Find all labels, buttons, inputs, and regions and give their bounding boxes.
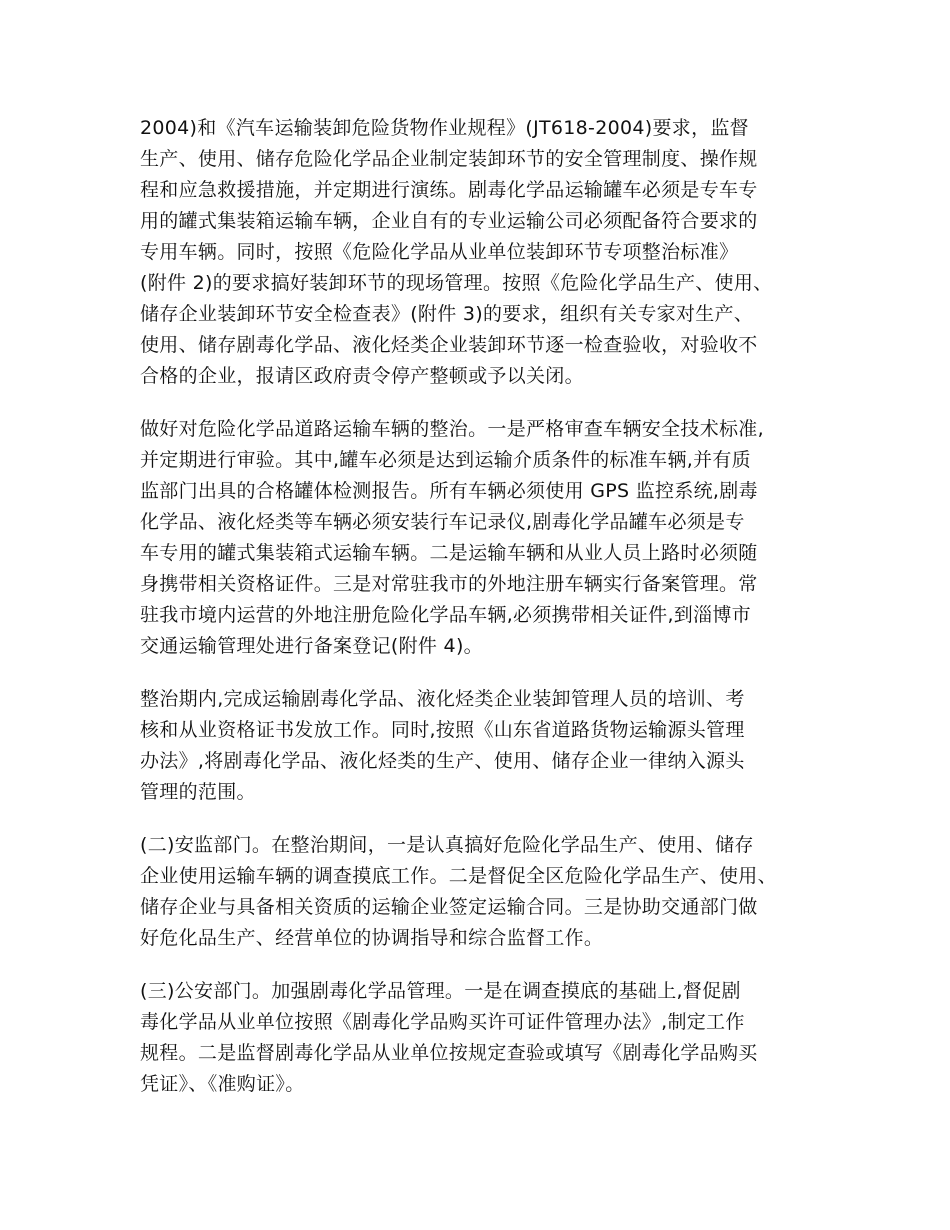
- text-line: 凭证》、《准购证》。: [140, 1073, 305, 1095]
- text-line: 驻我市境内运营的外地注册危险化学品车辆,必须携带相关证件,到淄博市: [140, 604, 751, 626]
- paragraph-gap: [140, 392, 820, 414]
- text-line: 企业使用运输车辆的调查摸底工作。二是督促全区危险化学品生产、使用、: [140, 865, 777, 887]
- text-line: (附件 2)的要求搞好装卸环节的现场管理。按照《危险化学品生产、使用、: [140, 272, 773, 294]
- text-line: 储存企业与具备相关资质的运输企业签定运输合同。三是协助交通部门做: [140, 896, 758, 918]
- paragraph-gap: [140, 954, 820, 976]
- text-line: 储存企业装卸环节安全检查表》(附件 3)的要求，组织有关专家对生产、: [140, 303, 754, 325]
- paragraph-vehicle-rectification: [140, 414, 820, 662]
- paragraph-loading-safety: [140, 113, 820, 392]
- text-line: 核和从业资格证书发放工作。同时,按照《山东省道路货物运输源头管理: [140, 719, 745, 741]
- paragraph-training-period: [140, 684, 820, 808]
- text-line: 做好对危险化学品道路运输车辆的整治。一是严格审查车辆安全技术标准,: [140, 418, 764, 440]
- text-line: 程和应急救援措施，并定期进行演练。剧毒化学品运输罐车必须是专车专: [140, 179, 758, 201]
- text-line: 监部门出具的合格罐体检测报告。所有车辆必须使用 GPS 监控系统,剧毒: [140, 480, 758, 502]
- text-line: 好危化品生产、经营单位的协调指导和综合监督工作。: [140, 927, 604, 949]
- text-line: 专用车辆。同时，按照《危险化学品从业单位装卸环节专项整治标准》: [140, 241, 739, 263]
- text-line: 使用、储存剧毒化学品、液化烃类企业装卸环节逐一检查验收，对验收不: [140, 334, 758, 356]
- text-line: 办法》,将剧毒化学品、液化烃类的生产、使用、储存企业一律纳入源头: [140, 750, 745, 772]
- text-line: 车专用的罐式集装箱式运输车辆。二是运输车辆和从业人员上路时必须随: [140, 542, 758, 564]
- text-line: 化学品、液化烃类等车辆必须安装行车记录仪,剧毒化学品罐车必须是专: [140, 511, 745, 533]
- text-line: 2004)和《汽车运输装卸危险货物作业规程》(JT618-2004)要求，监督: [140, 117, 749, 139]
- text-line: 用的罐式集装箱运输车辆，企业自有的专业运输公司必须配备符合要求的: [140, 210, 758, 232]
- text-line: (三)公安部门。加强剧毒化学品管理。一是在调查摸底的基础上,督促剧: [140, 980, 741, 1002]
- paragraph-gap: [140, 662, 820, 684]
- paragraph-safety-supervision-dept: [140, 830, 820, 954]
- text-line: 合格的企业，报请区政府责令停产整顿或予以关闭。: [140, 365, 584, 387]
- text-line: 交通运输管理处进行备案登记(附件 4)。: [140, 635, 483, 657]
- paragraph-public-security-dept: [140, 976, 820, 1100]
- text-line: 生产、使用、储存危险化学品企业制定装卸环节的安全管理制度、操作规: [140, 148, 758, 170]
- text-line: 整治期内,完成运输剧毒化学品、液化烃类企业装卸管理人员的培训、考: [140, 688, 745, 710]
- text-line: 并定期进行审验。其中,罐车必须是达到运输介质条件的标准车辆,并有质: [140, 449, 751, 471]
- text-line: 身携带相关资格证件。三是对常驻我市的外地注册车辆实行备案管理。常: [140, 573, 758, 595]
- text-line: (二)安监部门。在整治期间，一是认真搞好危险化学品生产、使用、储存: [140, 834, 754, 856]
- text-line: 管理的范围。: [140, 781, 256, 803]
- text-line: 规程。二是监督剧毒化学品从业单位按规定查验或填写《剧毒化学品购买: [140, 1042, 758, 1064]
- document-page: [140, 113, 820, 1100]
- text-line: 毒化学品从业单位按照《剧毒化学品购买许可证件管理办法》,制定工作: [140, 1011, 745, 1033]
- paragraph-gap: [140, 808, 820, 830]
